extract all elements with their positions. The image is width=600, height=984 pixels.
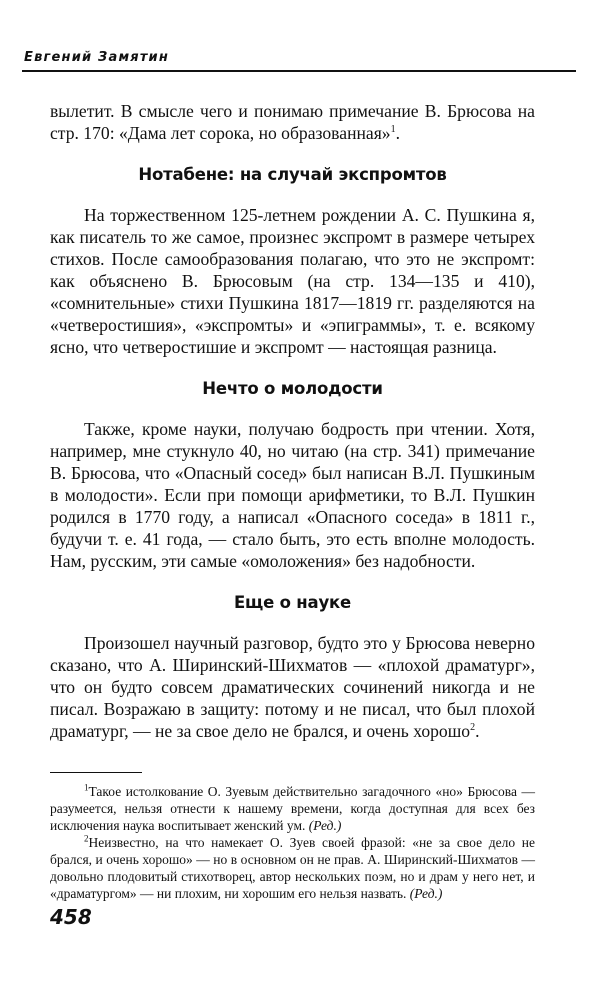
section-paragraph-youth: Также, кроме науки, получаю бодрость при чтении. Хотя, например, мне стукнуло 40, но читаю (на стр. 341) примечание В. Брюсова, что «Опасный сосед» был написан В.Л. Пушкиным в молодости». Если при помощи арифметики, то В.Л. Пушкин родился в 1770 году, а написал «Опасного соседа» в 1811 г., будучи т. е. 41 года, — стало быть, это есть вполне молодость. Нам, русским, эти самые «омоложения» без надобности. (50, 419, 535, 571)
footnote-2-number: 2 (84, 833, 89, 844)
page-content (50, 100, 535, 902)
header-rule (22, 70, 576, 72)
section-title-notabene: Нотабене: на случай экспромтов (138, 165, 447, 184)
footnotes (50, 783, 535, 902)
footnote-1 (50, 783, 535, 834)
footnote-1-text: Такое истолкование О. Зуевым действительно загадочного «но» Брюсова — разумеется, нельзя отнести к нашему времени, когда доступная для всех без исключения наука воспитывает женский ум. (50, 784, 535, 833)
science-tail: . (475, 721, 480, 741)
science-text: Произошел научный разговор, будто это у Брюсова неверно сказано, что А. Ширинский-Шихматов — «плохой драматург», что он будто совсем драматических сочинений никогда и не писал. Возражаю в защиту: потому и не писал, что был плохой драматург, — не за свое дело не брался, и очень хорошо (50, 633, 535, 741)
section-title-science: Еще о науке (233, 593, 351, 612)
section-paragraph-notabene: На торжественном 125-летнем рождении А. С. Пушкина я, как писатель то же самое, произнес экспромт в размере четырех стихов. После самообразования полагаю, что это не экспромт: как объяснено В. Брюсовым (на стр. 134—135 и 410), «сомнительные» стихи Пушкина 1817—1819 гг. разделяются на «четверостишия», «экспромты» и «эпиграммы», т. е. всякому ясно, что четверостишие и экспромт — настоящая разница. (50, 205, 535, 357)
footnote-2-text: Неизвестно, на что намекает О. Зуев своей фразой: «не за свое дело не брался, и очень хорошо» — но в основном он не прав. А. Ширинский-Шихматов — довольно плодовитый стихотворец, автор нескольких поэм, но и драм у него нет, и «драматургом» — ни плохим, ни хорошим его нельзя назвать. (50, 835, 535, 901)
footnote-rule (50, 772, 142, 773)
footnote-2 (50, 834, 535, 902)
intro-text: вылетит. В смысле чего и понимаю примечание В. Брюсова на стр. 170: «Дама лет сорока, но образованная» (50, 101, 535, 143)
footnote-ref-2: 2 (470, 722, 476, 734)
running-head: Евгений Замятин (24, 50, 170, 65)
footnote-1-number: 1 (84, 782, 89, 793)
footnote-1-editor-note: (Ред.) (308, 818, 342, 833)
section-paragraph-science (50, 632, 535, 742)
section-title-youth: Нечто о молодости (202, 379, 383, 398)
intro-tail: . (395, 123, 401, 143)
footnote-ref-1: 1 (390, 124, 396, 136)
page-number: 458 (50, 905, 92, 929)
footnote-2-editor-note: (Ред.) (409, 886, 443, 901)
intro-paragraph (50, 100, 535, 144)
